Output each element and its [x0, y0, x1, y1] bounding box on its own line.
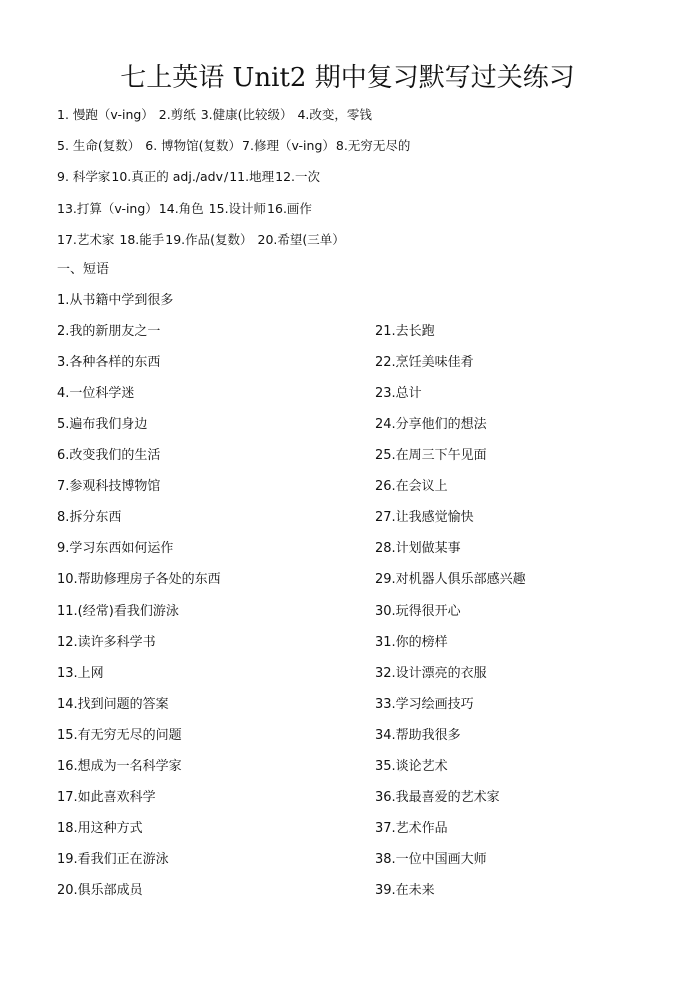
phrase-item: 11.(经常)看我们游泳 [57, 604, 179, 619]
vocab-line [57, 166, 642, 188]
phrase-item: 33.学习绘画技巧 [375, 697, 474, 712]
phrase-item: 6.改变我们的生活 [57, 448, 161, 463]
phrase-item: 39.在未来 [375, 883, 435, 898]
vocab-prompt: 2.剪纸 [154, 107, 196, 122]
vocab-prompt: 1. 慢跑（v-ing） [57, 107, 154, 122]
phrase-item: 12.读许多科学书 [57, 635, 156, 650]
phrase-item: 7.参观科技博物馆 [57, 479, 161, 494]
phrase-item: 15.有无穷无尽的问题 [57, 728, 182, 743]
section-heading-phrases: 一、短语 [57, 262, 110, 277]
vocab-prompt: 14.角色 [158, 201, 204, 216]
vocab-prompt: 8.无穷无尽的 [335, 138, 411, 153]
vocab-prompt: 6. 博物馆(复数） [141, 138, 242, 153]
phrase-item: 18.用这种方式 [57, 821, 143, 836]
phrase-item: 17.如此喜欢科学 [57, 790, 156, 805]
vocab-prompt: 18.能手 [115, 232, 165, 247]
phrase-item: 10.帮助修理房子各处的东西 [57, 572, 221, 587]
phrase-item: 38.一位中国画大师 [375, 852, 487, 867]
phrase-item: 5.遍布我们身边 [57, 417, 148, 432]
phrase-item: 21.去长跑 [375, 324, 435, 339]
vocab-prompt: 16.画作 [267, 201, 312, 216]
phrase-item: 9.学习东西如何运作 [57, 541, 174, 556]
vocab-line [57, 198, 642, 220]
phrase-item: 8.拆分东西 [57, 510, 122, 525]
phrase-item: 28.计划做某事 [375, 541, 461, 556]
vocab-prompt: 5. 生命(复数） [57, 138, 141, 153]
phrase-item: 19.看我们正在游泳 [57, 852, 169, 867]
phrase-item: 36.我最喜爱的艺术家 [375, 790, 500, 805]
phrase-item: 25.在周三下午见面 [375, 448, 487, 463]
vocab-line [57, 104, 642, 126]
vocab-prompt: 20.希望(三单） [253, 232, 345, 247]
vocab-prompt: 19.作品(复数） [165, 232, 253, 247]
phrase-item: 27.让我感觉愉快 [375, 510, 474, 525]
phrase-item: 26.在会议上 [375, 479, 448, 494]
vocab-prompt: 12.一次 [275, 169, 321, 184]
phrase-item: 24.分享他们的想法 [375, 417, 487, 432]
vocab-prompt: 15.设计师 [204, 201, 267, 216]
vocab-line [57, 135, 642, 157]
phrase-item: 1.从书籍中学到很多 [57, 293, 174, 308]
phrase-item: 34.帮助我很多 [375, 728, 461, 743]
vocab-prompt: / [224, 169, 229, 184]
phrase-item: 29.对机器人俱乐部感兴趣 [375, 572, 526, 587]
phrase-item: 16.想成为一名科学家 [57, 759, 182, 774]
phrase-item: 23.总计 [375, 386, 422, 401]
page-title: 七上英语 Unit2 期中复习默写过关练习 [120, 63, 575, 93]
vocab-prompt: 4.改变，零钱 [293, 107, 372, 122]
phrase-item: 22.烹饪美味佳肴 [375, 355, 474, 370]
phrase-item: 35.谈论艺术 [375, 759, 448, 774]
vocab-prompt: 17.艺术家 [57, 232, 115, 247]
vocab-prompt: 7.修理（v-ing） [242, 138, 335, 153]
phrase-item: 30.玩得很开心 [375, 604, 461, 619]
phrase-item: 20.俱乐部成员 [57, 883, 143, 898]
phrase-item: 2.我的新朋友之一 [57, 324, 161, 339]
phrase-item: 37.艺术作品 [375, 821, 448, 836]
vocab-prompt: 13.打算（v-ing） [57, 201, 158, 216]
phrase-item: 31.你的榜样 [375, 635, 448, 650]
vocab-prompt: 11.地理 [229, 169, 275, 184]
phrase-item: 13.上网 [57, 666, 104, 681]
phrase-item: 14.找到问题的答案 [57, 697, 169, 712]
vocab-prompt: 9. 科学家 [57, 169, 111, 184]
phrase-item: 4.一位科学迷 [57, 386, 135, 401]
phrase-item: 3.各种各样的东西 [57, 355, 161, 370]
vocab-prompt: 10.真正的 adj./adv [111, 169, 224, 184]
vocab-prompt: 3.健康(比较级） [196, 107, 293, 122]
vocab-line [57, 229, 642, 251]
phrase-item: 32.设计漂亮的衣服 [375, 666, 487, 681]
